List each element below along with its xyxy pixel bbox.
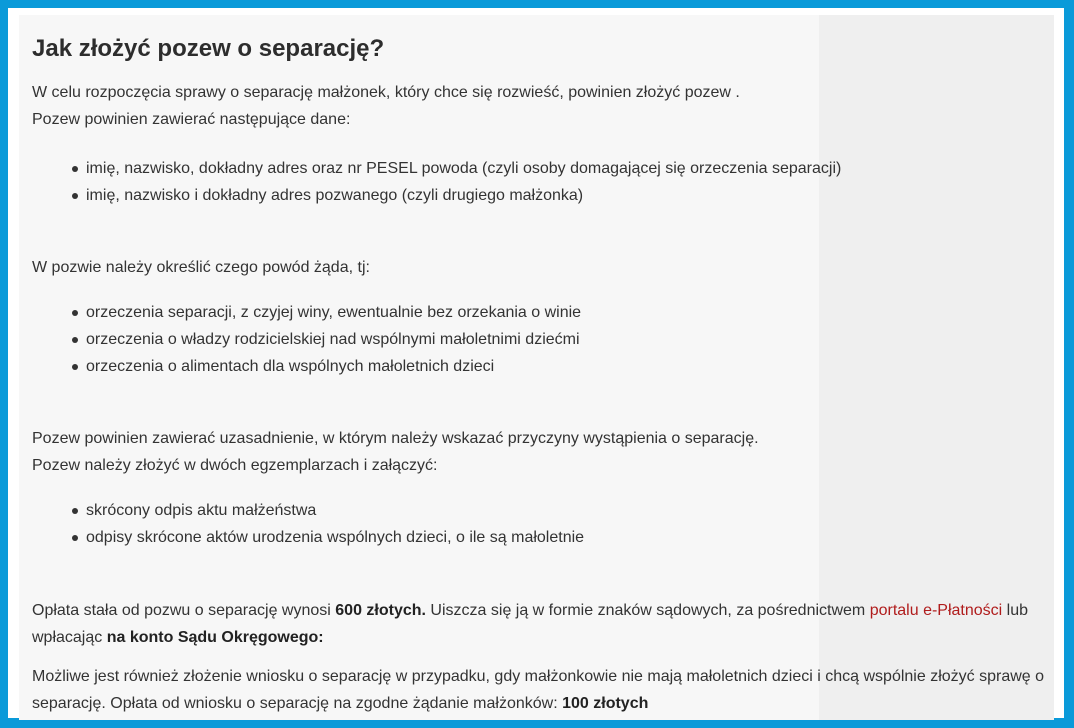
list-item: orzeczenia o władzy rodzicielskiej nad wspólnymi małoletnimi dziećmi [72, 326, 1052, 353]
intro-line-2: Pozew powinien zawierać następujące dane: [32, 111, 351, 128]
joint-motion-amount: 100 złotych [562, 695, 649, 712]
demand-intro: W pozwie należy określić czego powód żąda, tj: [32, 259, 370, 276]
bullet-icon [72, 310, 78, 316]
list-item: orzeczenia separacji, z czyjej winy, ewentualnie bez orzekania o winie [72, 299, 1052, 326]
court-account-label: na konto Sądu Okręgowego: [106, 629, 324, 646]
joint-motion-paragraph: Możliwe jest również złożenie wniosku o separację w przypadku, gdy małżonkowie nie mają małoletnich dzieci i chcą wspólnie złożyć sprawę o separację. Opłata od wniosku o separację na zgodne żądanie małżonków: 100 złotych [32, 668, 1045, 712]
list-item: imię, nazwisko, dokładny adres oraz nr PESEL powoda (czyli osoby domagającej się orzeczenia separacji) [72, 155, 1052, 182]
bullet-icon [72, 337, 78, 343]
article-title: Jak złożyć pozew o separację? [32, 35, 385, 62]
fee-paragraph: Opłata stała od pozwu o separację wynosi 600 złotych. Uiszcza się ją w formie znaków sądowych, za pośrednictwem portalu e-Płatności lub wpłacając na konto Sądu Okręgowego: [32, 602, 1029, 646]
content-panel [19, 15, 1054, 720]
required-data-list [32, 155, 1052, 209]
article [32, 15, 1052, 717]
list-item: odpisy skrócone aktów urodzenia wspólnych dzieci, o ile są małoletnie [72, 524, 1052, 551]
bullet-icon [72, 193, 78, 199]
attachments-list [32, 497, 1052, 551]
justification-line-1: Pozew powinien zawierać uzasadnienie, w którym należy wskazać przyczyny wystąpienia o separację. [32, 430, 759, 447]
bullet-icon [72, 535, 78, 541]
demands-list [32, 299, 1052, 380]
list-item: imię, nazwisko i dokładny adres pozwanego (czyli drugiego małżonka) [72, 182, 1052, 209]
intro-paragraph [32, 79, 1052, 133]
list-item: orzeczenia o alimentach dla wspólnych małoletnich dzieci [72, 353, 1052, 380]
justification-line-2: Pozew należy złożyć w dwóch egzemplarzach i załączyć: [32, 457, 438, 474]
fee-amount: 600 złotych. [335, 602, 426, 619]
e-payments-portal-link[interactable]: portalu e-Płatności [869, 602, 1003, 619]
bullet-icon [72, 508, 78, 514]
intro-line-1: W celu rozpoczęcia sprawy o separację małżonek, który chce się rozwieść, powinien złożyć pozew . [32, 84, 740, 101]
list-item: skrócony odpis aktu małżeństwa [72, 497, 1052, 524]
bullet-icon [72, 364, 78, 370]
bullet-icon [72, 166, 78, 172]
justification-paragraph [32, 425, 1052, 479]
